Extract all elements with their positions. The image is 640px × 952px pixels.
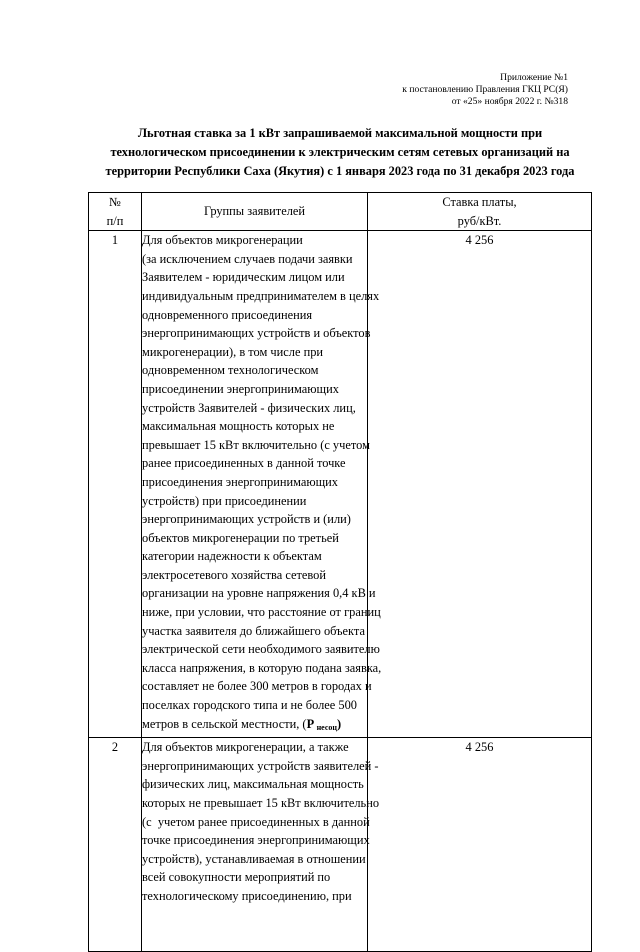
title-line-2: технологическом присоединении к электрическим сетям сетевых организаций на xyxy=(110,145,570,159)
row-description-last-line: метров в сельской местности, (P $_{несоц}$) xyxy=(142,716,342,732)
title-line-3: территории Республики Саха (Якутия) с 1 января 2023 года по 31 декабря 2023 года xyxy=(105,164,575,178)
appendix-number: Приложение №1 xyxy=(500,72,568,83)
row-number: 2 xyxy=(89,738,142,952)
appendix-resolution: к постановлению Правления ГКЦ РС(Я) xyxy=(402,84,568,95)
table-row xyxy=(89,738,592,952)
row-rate-value: 4 256 xyxy=(368,231,592,738)
appendix-date: от «25» ноября 2022 г. №318 xyxy=(451,96,568,107)
header-groups: Группы заявителей xyxy=(142,193,368,231)
rates-table xyxy=(88,192,592,952)
power-symbol: P $_{несоц}$ xyxy=(306,716,337,732)
header-rate: Ставка платы, руб/кВт. xyxy=(368,193,592,231)
header-number: № п/п xyxy=(89,193,142,231)
appendix-reference xyxy=(402,72,568,108)
document-title xyxy=(88,124,592,181)
row-rate-value: 4 256 xyxy=(368,738,592,952)
row-description: Для объектов микрогенерации, а также энергопринимающих устройств заявителей - физических лиц, максимальная мощность которых не превышает 15 кВт включительно (с учетом ранее присоединенных в данной точке присоединения энергопринимающих устройств), устанавливаемая в отношении всей совокупности мероприятий по технологическому присоединению, при xyxy=(142,738,368,952)
title-line-1: Льготная ставка за 1 кВт запрашиваемой максимальной мощности при xyxy=(137,126,543,140)
table-row xyxy=(89,231,592,738)
row-description: Для объектов микрогенерации (за исключением случаев подачи заявки Заявителем - юридическим лицом или индивидуальным предпринимателем в целях одновременного присоединения энергопринимающих устройств и объектов микрогенерации), в том числе при одновременном технологическом присоединении энергопринимающих устройств Заявителей - физических лиц, максимальная мощность которых не превышает 15 кВт включительно (с учетом ранее присоединенных в данной точке присоединения энергопринимающих устройств) при присоединении энергопринимающих устройств и (или) объектов микрогенерации по третьей категории надежности к объектам электросетевого хозяйства сетевой организации на уровне напряжения 0,4 кВ и ниже, при условии, что расстояние от границ участка заявителя до ближайшего объекта электрической сети необходимого заявителю класса напряжения, в которую подана заявка, составляет не более 300 метров в городах и поселках городского типа и не более 500 метров в сельской местности, (P $_{несоц}$) xyxy=(142,231,368,738)
row-number: 1 xyxy=(89,231,142,738)
table-header-row xyxy=(89,193,592,231)
